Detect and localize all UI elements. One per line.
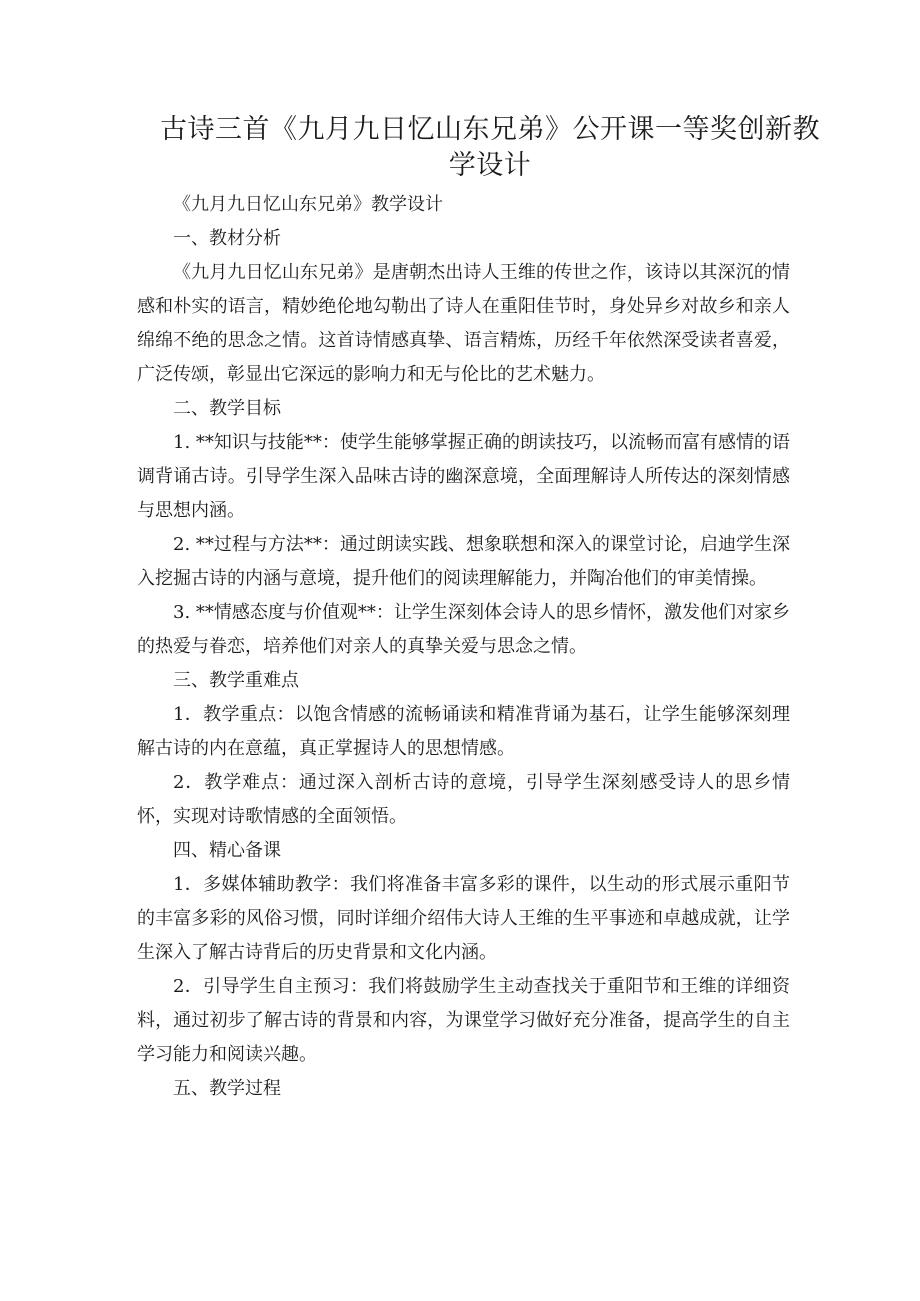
section-heading-1: 一、教材分析 bbox=[173, 228, 281, 249]
document-subtitle: 《九月九日忆山东兄弟》教学设计 bbox=[173, 194, 443, 215]
paragraph-3-2: 2．教学难点：通过深入剖析古诗的意境，引导学生深刻感受诗人的思乡情怀，实现对诗歌情感的全面领悟。 bbox=[137, 772, 790, 827]
paragraph-2-2: 2. **过程与方法**：通过朗读实践、想象联想和深入的课堂讨论，启迪学生深入挖掘古诗的内涵与意境，提升他们的阅读理解能力，并陶冶他们的审美情操。 bbox=[137, 534, 790, 589]
section-heading-5: 五、教学过程 bbox=[173, 1078, 281, 1099]
paragraph-4-1: 1．多媒体辅助教学：我们将准备丰富多彩的课件，以生动的形式展示重阳节的丰富多彩的风俗习惯，同时详细介绍伟大诗人王维的生平事迹和卓越成就，让学生深入了解古诗背后的历史背景和文化内涵。 bbox=[137, 874, 790, 963]
paragraph-2-3: 3. **情感态度与价值观**：让学生深刻体会诗人的思乡情怀，激发他们对家乡的热爱与眷恋，培养他们对亲人的真挚关爱与思念之情。 bbox=[137, 602, 790, 657]
document-title: 古诗三首《九月九日忆山东兄弟》公开课一等奖创新教学设计 bbox=[160, 114, 820, 181]
paragraph-1-1: 《九月九日忆山东兄弟》是唐朝杰出诗人王维的传世之作，该诗以其深沉的情感和朴实的语言，精妙绝伦地勾勒出了诗人在重阳佳节时，身处异乡对故乡和亲人绵绵不绝的思念之情。这首诗情感真挚、语言精炼，历经千年依然深受读者喜爱，广泛传颂，彰显出它深远的影响力和无与伦比的艺术魅力。 bbox=[137, 262, 790, 385]
section-heading-2: 二、教学目标 bbox=[173, 398, 281, 419]
paragraph-4-2: 2．引导学生自主预习：我们将鼓励学生主动查找关于重阳节和王维的详细资料，通过初步了解古诗的背景和内容，为课堂学习做好充分准备，提高学生的自主学习能力和阅读兴趣。 bbox=[137, 976, 790, 1065]
document-body bbox=[137, 188, 790, 1106]
paragraph-3-1: 1．教学重点：以饱含情感的流畅诵读和精准背诵为基石，让学生能够深刻理解古诗的内在意蕴，真正掌握诗人的思想情感。 bbox=[137, 704, 790, 759]
section-heading-3: 三、教学重难点 bbox=[173, 670, 299, 691]
section-heading-4: 四、精心备课 bbox=[173, 840, 281, 861]
paragraph-2-1: 1. **知识与技能**：使学生能够掌握正确的朗读技巧，以流畅而富有感情的语调背诵古诗。引导学生深入品味古诗的幽深意境，全面理解诗人所传达的深刻情感与思想内涵。 bbox=[137, 432, 790, 521]
